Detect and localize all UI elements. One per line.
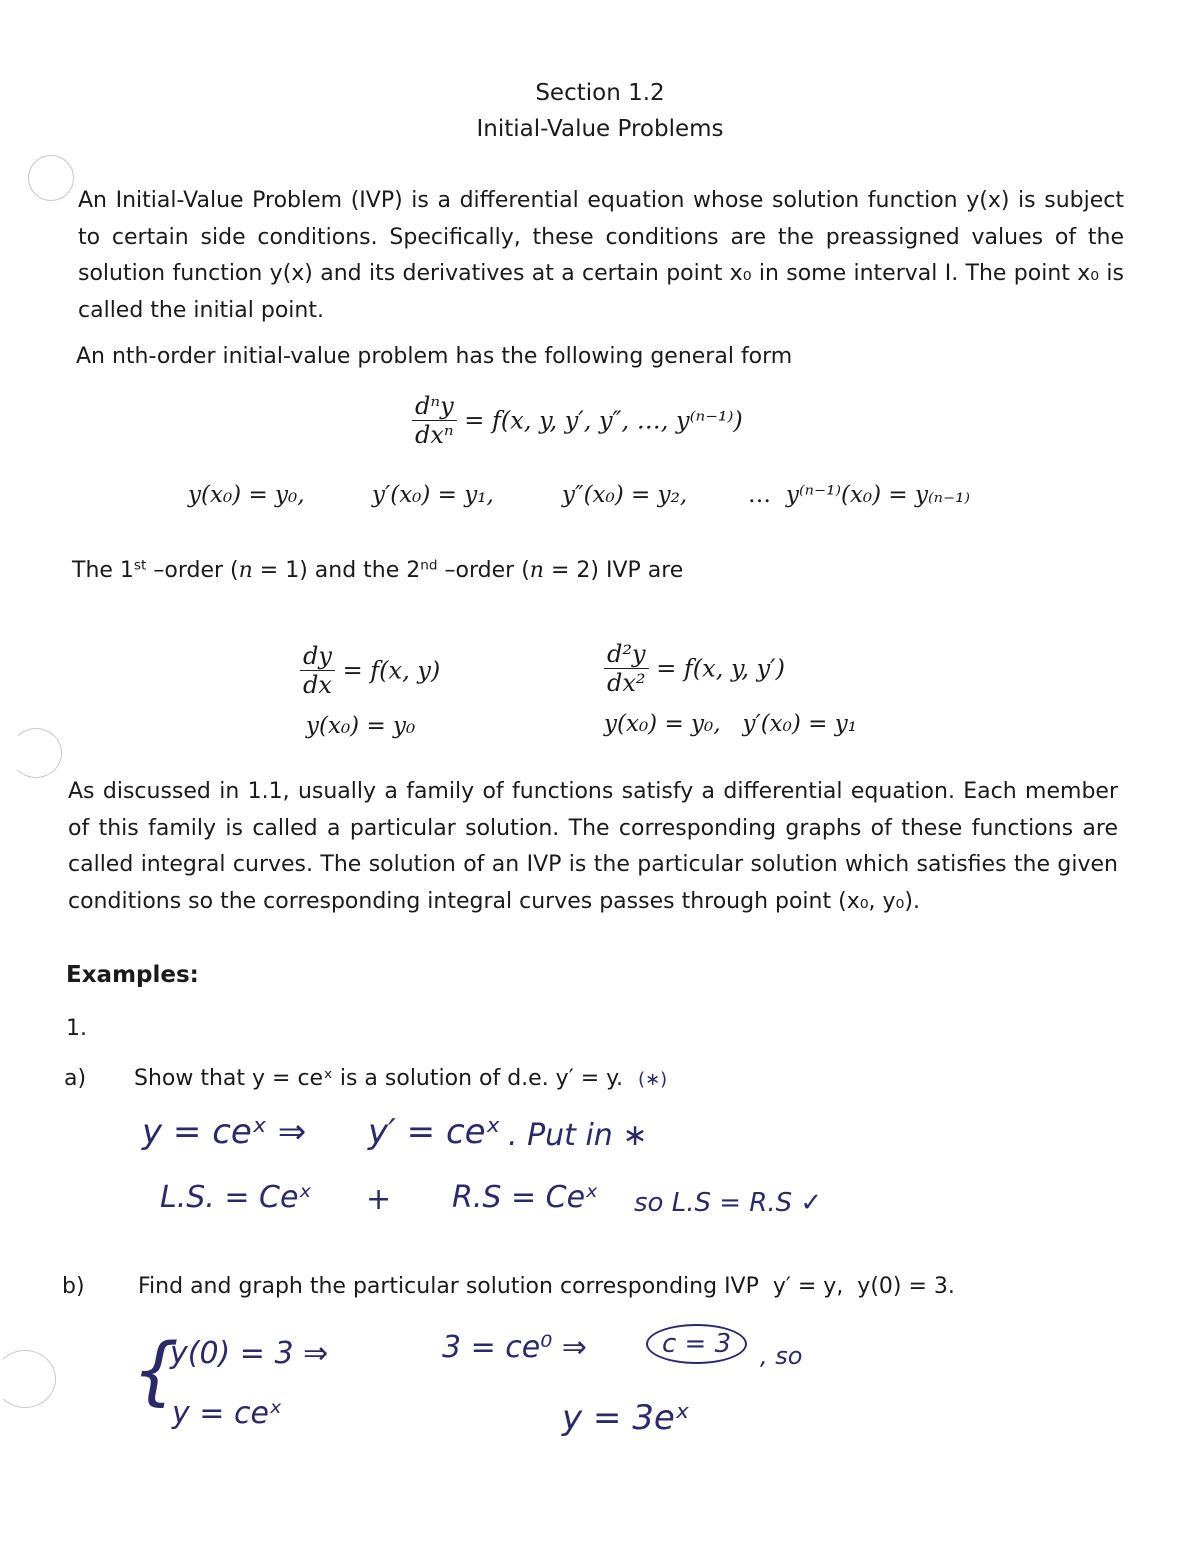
- second-order-derivative: [604, 640, 649, 697]
- orders-sentence: The 1st –order (n = 1) and the 2nd –order (n = 2) IVP are: [72, 557, 684, 583]
- handwritten-so: , so: [760, 1342, 803, 1370]
- example-a-label: a): [64, 1066, 87, 1091]
- fraction-numerator: dy: [303, 642, 332, 670]
- general-form-intro: An nth-order initial-value problem has the following general form: [76, 344, 793, 369]
- first-order-derivative: [300, 642, 335, 699]
- handwritten-derivative-start: y = ceˣ ⇒: [142, 1112, 307, 1152]
- fraction-numerator: dⁿy: [415, 392, 454, 420]
- ivp-definition-paragraph: An Initial-Value Problem (IVP) is a differential equation whose solution function y(x) is subject to certain side conditions. Specifically, these conditions are the preassigned values of the solution function y(x) and its derivatives at a certain point x₀ in some interval I. The point x₀ is called the initial point.: [78, 188, 1124, 323]
- example-a-star-mark: (∗): [638, 1069, 668, 1090]
- example-b-statement: Find and graph the particular solution corresponding IVP y′ = y, y(0) = 3.: [138, 1274, 955, 1299]
- second-order-rhs: = f(x, y, y′): [656, 654, 785, 683]
- handwritten-conclusion: so L.S = R.S ✓: [634, 1188, 823, 1218]
- page-title: Initial-Value Problems: [476, 116, 724, 142]
- second-order-condition: y(x₀) = y₀, y′(x₀) = y₁: [604, 711, 857, 737]
- handwritten-general-solution: y = ceˣ: [172, 1396, 283, 1431]
- handwritten-put-in: . Put in ∗: [508, 1118, 648, 1153]
- handwritten-particular-solution: y = 3eˣ: [562, 1398, 690, 1438]
- handwritten-left-side: L.S. = Ceˣ: [160, 1180, 312, 1215]
- initial-condition-ellipsis: …: [748, 482, 771, 508]
- general-form-equation: [412, 392, 743, 449]
- fraction-numerator: d²y: [607, 640, 646, 668]
- binder-hole-top: [28, 155, 74, 201]
- example-number: 1.: [66, 1016, 87, 1041]
- handwritten-circled-constant: c = 3: [646, 1324, 747, 1364]
- binder-hole-middle: [10, 728, 62, 778]
- handwritten-right-side: R.S = Ceˣ: [452, 1180, 599, 1215]
- fraction-denominator: dx²: [604, 668, 649, 697]
- first-order-condition: y(x₀) = y₀: [306, 713, 416, 739]
- second-order-equation: [604, 640, 785, 697]
- section-number: Section 1.2: [535, 80, 665, 106]
- initial-condition-1: y′(x₀) = y₁,: [372, 482, 494, 508]
- handwritten-initial-condition: y(0) = 3 ⇒: [170, 1336, 329, 1371]
- binder-hole-bottom: [0, 1350, 56, 1408]
- example-a-text: Show that y = ceˣ is a solution of d.e. y′ = y.: [134, 1066, 623, 1091]
- fraction-denominator: dxⁿ: [412, 420, 457, 449]
- first-order-rhs: = f(x, y): [342, 656, 441, 685]
- general-form-rhs: = f(x, y, y′, y″, …, y⁽ⁿ⁻¹⁾): [464, 406, 743, 435]
- first-order-equation: [300, 642, 440, 699]
- example-b-label: b): [62, 1274, 85, 1299]
- general-form-derivative: [412, 392, 457, 449]
- handwritten-derivative-result: y′ = ceˣ: [368, 1112, 501, 1152]
- fraction-denominator: dx: [300, 670, 335, 699]
- initial-condition-2: y″(x₀) = y₂,: [562, 482, 688, 508]
- handwritten-substitution: 3 = ce⁰ ⇒: [442, 1330, 587, 1365]
- handwritten-system-brace: {: [132, 1328, 180, 1414]
- initial-condition-n: y⁽ⁿ⁻¹⁾(x₀) = y₍ₙ₋₁₎: [786, 482, 970, 508]
- handwritten-and: +: [366, 1182, 392, 1217]
- example-a-statement: [134, 1066, 667, 1091]
- examples-heading: Examples:: [66, 962, 199, 988]
- initial-condition-0: y(x₀) = y₀,: [188, 482, 305, 508]
- integral-curves-paragraph: As discussed in 1.1, usually a family of functions satisfy a differential equation. Each member of this family is called a particular solution. The corresponding graphs of these functions are called integral curves. The solution of an IVP is the particular solution which satisfies the given conditions so the corresponding integral curves passes through point (x₀, y₀).: [68, 779, 1118, 914]
